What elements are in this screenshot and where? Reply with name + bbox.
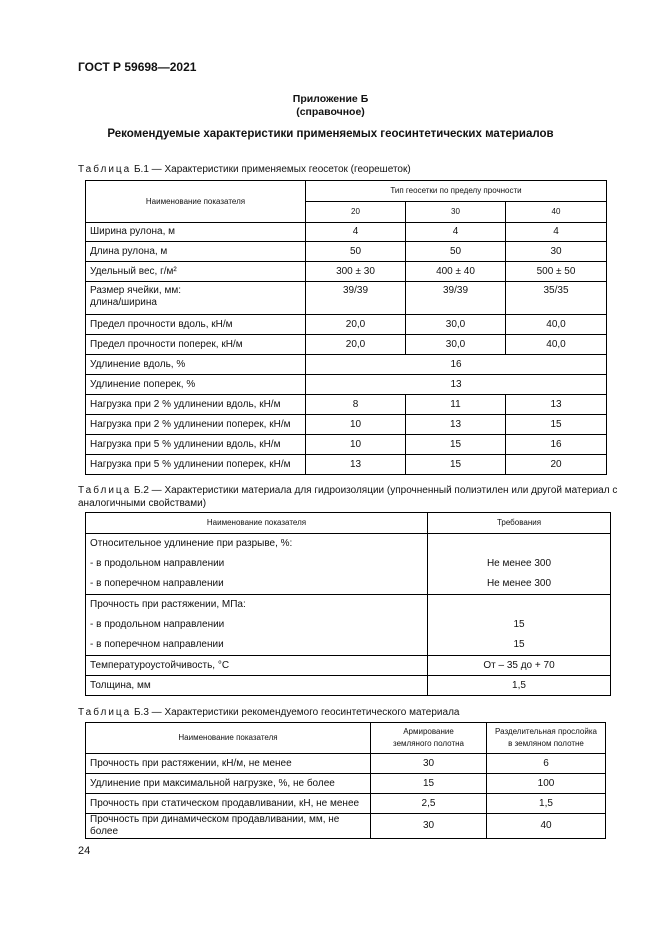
- cell-value: 500 ± 50: [506, 262, 607, 282]
- row-label: Нагрузка при 2 % удлинении вдоль, кН/м: [86, 395, 306, 415]
- table-row: [86, 262, 607, 282]
- gost-number: ГОСТ Р 59698—2021: [78, 60, 197, 74]
- cell-value: 30: [371, 754, 487, 774]
- cell-value: 15: [406, 435, 506, 455]
- appendix-title: Рекомендуемые характеристики применяемых геосинтетических материалов: [107, 128, 554, 140]
- table-row: [86, 534, 611, 595]
- t3-header-reinforcement: Армирование земляного полотна: [371, 723, 487, 754]
- table-row: [86, 242, 607, 262]
- cell-value: 30: [506, 242, 607, 262]
- table-row: [86, 335, 607, 355]
- cell-value: 8: [306, 395, 406, 415]
- cell-value: 300 ± 30: [306, 262, 406, 282]
- table-row: [86, 282, 607, 315]
- cell-value: 39/39: [306, 282, 406, 315]
- t3-header-name: Наименование показателя: [86, 723, 371, 754]
- cell-value: 4: [306, 223, 406, 242]
- cell-value: 15: [371, 774, 487, 794]
- table-row: [86, 774, 606, 794]
- cell-value: 40: [487, 814, 606, 839]
- cell-value: 15: [506, 415, 607, 435]
- row-label: Температуроустойчивость, °С: [86, 656, 428, 676]
- row-label: Удельный вес, г/м²: [86, 262, 306, 282]
- t2-header-name: Наименование показателя: [86, 513, 428, 534]
- t1-header-group: Тип геосетки по пределу прочности: [306, 181, 607, 202]
- table-row: [86, 355, 607, 375]
- table-row: [86, 455, 607, 475]
- cell-value: 400 ± 40: [406, 262, 506, 282]
- cell-value: 100: [487, 774, 606, 794]
- cell-value: 40,0: [506, 315, 607, 335]
- cell-value: 30,0: [406, 315, 506, 335]
- row-label: Удлинение при максимальной нагрузке, %, не более: [86, 774, 371, 794]
- row-label: Толщина, мм: [86, 676, 428, 696]
- table-row: [86, 223, 607, 242]
- appendix-note: (справочное): [296, 106, 365, 118]
- t1-header-type: 20: [306, 202, 406, 223]
- table-b1-caption: Таблица Б.1 — Характеристики применяемых геосеток (георешеток): [78, 164, 411, 175]
- row-label: Удлинение поперек, %: [86, 375, 306, 395]
- cell-value: 15: [406, 455, 506, 475]
- table-row: [86, 754, 606, 774]
- cell-value: 30: [371, 814, 487, 839]
- cell-value: 10: [306, 435, 406, 455]
- cell-value: 16: [506, 435, 607, 455]
- cell-value: 1,5: [428, 676, 611, 696]
- group-strength-values: 15 15: [428, 595, 611, 656]
- cell-value: 16: [306, 355, 607, 375]
- cell-value: 13: [306, 375, 607, 395]
- t3-header-separation: Разделительная прослойка в земляном полотне: [487, 723, 606, 754]
- cell-value: 30,0: [406, 335, 506, 355]
- cell-value: 4: [406, 223, 506, 242]
- row-label: Удлинение вдоль, %: [86, 355, 306, 375]
- cell-value: 13: [406, 415, 506, 435]
- cell-value: 13: [506, 395, 607, 415]
- row-label: Нагрузка при 2 % удлинении поперек, кН/м: [86, 415, 306, 435]
- cell-value: 35/35: [506, 282, 607, 315]
- row-label: Размер ячейки, мм: длина/ширина: [86, 282, 306, 315]
- cell-value: 20: [506, 455, 607, 475]
- page-number: 24: [78, 845, 91, 857]
- row-label: Предел прочности поперек, кН/м: [86, 335, 306, 355]
- table-b1: [85, 180, 607, 475]
- row-label: Прочность при статическом продавливании, кН, не менее: [86, 794, 371, 814]
- group-elongation-values: Не менее 300 Не менее 300: [428, 534, 611, 595]
- group-strength: Прочность при растяжении, МПа: - в продольном направлении - в поперечном направлении: [86, 595, 428, 656]
- table-row: [86, 315, 607, 335]
- cell-value: 40,0: [506, 335, 607, 355]
- table-row: [86, 415, 607, 435]
- table-row: [86, 814, 606, 839]
- table-row: [86, 794, 606, 814]
- group-elongation: Относительное удлинение при разрыве, %: - в продольном направлении - в поперечном направлении: [86, 534, 428, 595]
- table-b3: [85, 722, 606, 839]
- cell-value: 20,0: [306, 315, 406, 335]
- row-label: Предел прочности вдоль, кН/м: [86, 315, 306, 335]
- table-row: [86, 375, 607, 395]
- cell-value: 1,5: [487, 794, 606, 814]
- t2-header-req: Требования: [428, 513, 611, 534]
- row-label: Прочность при динамическом продавливании, мм, не более: [86, 814, 371, 839]
- table-row: [86, 595, 611, 656]
- cell-value: 2,5: [371, 794, 487, 814]
- table-b2-caption: Таблица Б.2 — Характеристики материала для гидроизоляции (упрочненный полиэтилен или другой материал с аналогичными свойствами): [78, 485, 618, 509]
- row-label: Ширина рулона, м: [86, 223, 306, 242]
- cell-value: 6: [487, 754, 606, 774]
- row-label: Длина рулона, м: [86, 242, 306, 262]
- table-row: [86, 395, 607, 415]
- cell-value: 10: [306, 415, 406, 435]
- row-label: Нагрузка при 5 % удлинении вдоль, кН/м: [86, 435, 306, 455]
- appendix-label: Приложение Б: [292, 93, 369, 105]
- cell-value: От – 35 до + 70: [428, 656, 611, 676]
- cell-value: 13: [306, 455, 406, 475]
- table-b2: [85, 512, 611, 696]
- t1-header-name: Наименование показателя: [86, 181, 306, 223]
- cell-value: 11: [406, 395, 506, 415]
- cell-value: 4: [506, 223, 607, 242]
- cell-value: 39/39: [406, 282, 506, 315]
- table-b3-caption: Таблица Б.3 — Характеристики рекомендуемого геосинтетического материала: [78, 707, 460, 718]
- row-label: Нагрузка при 5 % удлинении поперек, кН/м: [86, 455, 306, 475]
- cell-value: 50: [306, 242, 406, 262]
- cell-value: 50: [406, 242, 506, 262]
- appendix-heading: [0, 93, 661, 119]
- cell-value: 20,0: [306, 335, 406, 355]
- table-row: [86, 676, 611, 696]
- table-row: [86, 435, 607, 455]
- t1-header-type: 30: [406, 202, 506, 223]
- table-row: [86, 656, 611, 676]
- row-label: Прочность при растяжении, кН/м, не менее: [86, 754, 371, 774]
- t1-header-type: 40: [506, 202, 607, 223]
